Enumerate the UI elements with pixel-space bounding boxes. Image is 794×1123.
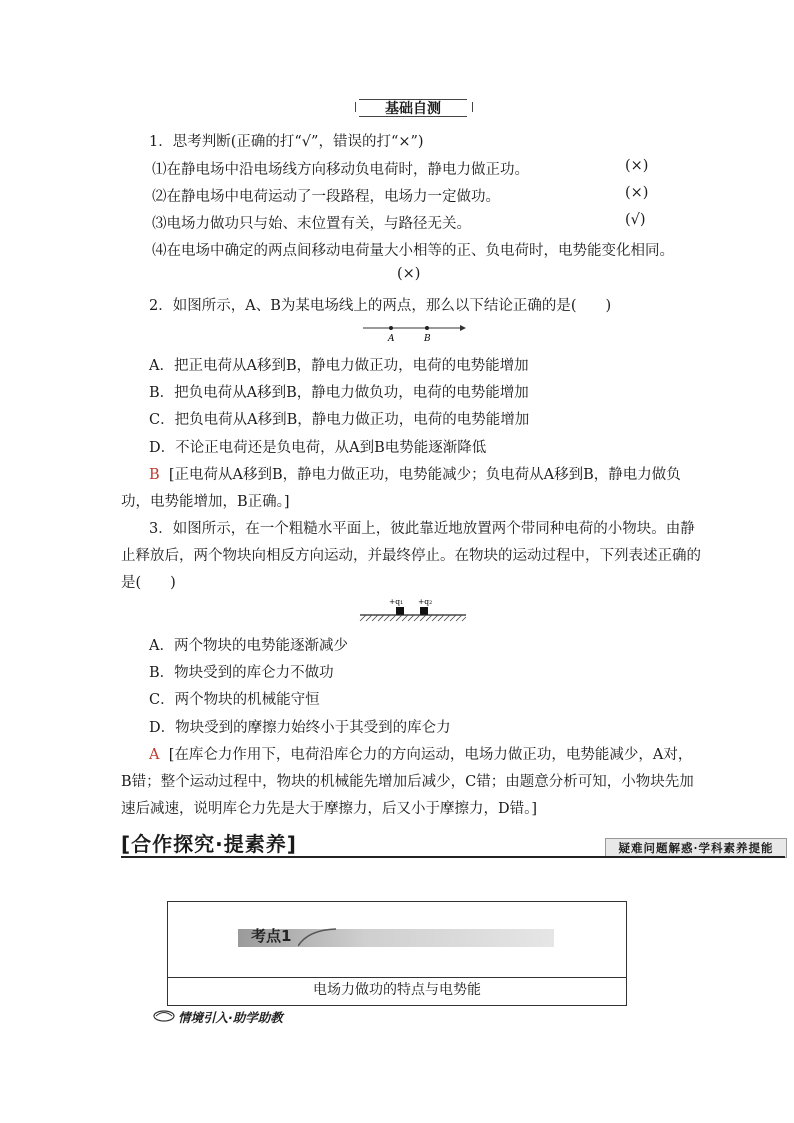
q1-item-3-mark: (√) (625, 212, 646, 228)
q1-item-4-mark: (×) (397, 266, 421, 282)
situation-icon (152, 1009, 176, 1023)
q3-stem-line-2: 止释放后，两个物块向相反方向运动，并最终停止。在物块的运动过程中，下列表述正确的 (121, 548, 701, 564)
block-1 (396, 607, 404, 615)
topic-label: 考点1 (251, 927, 292, 945)
charge-q1-label: +q₁ (389, 597, 404, 606)
q2-answer-text-1: [正电荷从A移到B，静电力做正功，电势能减少；负电荷从A移到B，静电力做负 (168, 467, 681, 483)
q1-item-3: ⑶电场力做功只与始、末位置有关，与路径无关。 (152, 216, 471, 232)
q3-answer-letter: A (149, 747, 160, 763)
q3-option-b: B．物块受到的库仑力不做功 (149, 665, 334, 681)
block-2 (420, 607, 428, 615)
q2-answer-line-2: 功，电势能增加，B正确。] (121, 494, 290, 510)
q1-item-1: ⑴在静电场中沿电场线方向移动负电荷时，静电力做正功。 (152, 162, 529, 178)
section-divider (121, 856, 785, 858)
point-b-label: B (424, 334, 431, 344)
q3-stem-line-1: 3．如图所示，在一个粗糙水平面上，彼此靠近地放置两个带同种电荷的小物块。由静 (149, 521, 695, 537)
topic-box-divider (168, 977, 626, 978)
section-badge-label: 基础自测 (385, 101, 441, 117)
topic-caption: 电场力做功的特点与电势能 (313, 982, 481, 998)
q1-stem: 1．思考判断(正确的打“√”，错误的打“×”) (149, 134, 424, 150)
q2-field-line-figure (360, 321, 470, 345)
q2-option-d: D．不论正电荷还是负电荷，从A到B电势能逐渐降低 (149, 440, 487, 456)
q1-item-2: ⑵在静电场中电荷运动了一段路程，电场力一定做功。 (152, 189, 500, 205)
q2-stem: 2．如图所示，A、B为某电场线上的两点，那么以下结论正确的是( ) (149, 298, 612, 314)
point-b-dot (425, 326, 429, 330)
q3-answer-line-1 (149, 743, 692, 764)
q1-item-1-mark: (×) (625, 158, 649, 174)
topic-label-swoosh (298, 928, 338, 948)
q1-item-4: ⑷在电场中确定的两点间移动电荷量大小相等的正、负电荷时，电势能变化相同。 (152, 243, 674, 259)
q3-option-d: D．物块受到的摩擦力始终小于其受到的库仑力 (149, 720, 451, 736)
q2-option-a: A．把正电荷从A移到B，静电力做正功，电荷的电势能增加 (149, 358, 529, 374)
q3-blocks-figure (358, 596, 470, 626)
q2-answer-letter: B (149, 467, 160, 483)
section-badge (359, 99, 467, 117)
q2-option-c: C．把负电荷从A移到B，静电力做正功，电荷的电势能增加 (149, 412, 530, 428)
point-a-dot (389, 326, 393, 330)
section-title: [合作探究·提素养] (121, 832, 297, 856)
point-a-label: A (388, 334, 395, 344)
q3-answer-line-2: B错；整个运动过程中，物块的机械能先增加后减少，C错；由题意分析可知，小物块先加 (121, 774, 694, 790)
q1-item-2-mark: (×) (625, 185, 649, 201)
section-tag: 疑难问题解惑·学科素养提能 (605, 838, 787, 858)
topic-box (167, 901, 627, 1006)
q3-answer-text-1: [在库仑力作用下，电荷沿库仑力的方向运动，电场力做正功，电势能减少，A对， (168, 747, 693, 763)
q2-option-b: B．把负电荷从A移到B，静电力做负功，电荷的电势能增加 (149, 385, 529, 401)
ground-hatching (360, 615, 466, 621)
situation-label: 情境引入·助学助教 (178, 1010, 283, 1025)
q2-answer-line-1 (149, 463, 681, 484)
q3-option-a: A．两个物块的电势能逐渐减少 (149, 638, 348, 654)
q3-option-c: C．两个物块的机械能守恒 (149, 692, 320, 708)
q3-answer-line-3: 速后减速，说明库仑力先是大于摩擦力，后又小于摩擦力，D错。] (121, 801, 538, 817)
charge-q2-label: +q₂ (418, 597, 433, 606)
q3-stem-line-3: 是( ) (121, 575, 176, 591)
